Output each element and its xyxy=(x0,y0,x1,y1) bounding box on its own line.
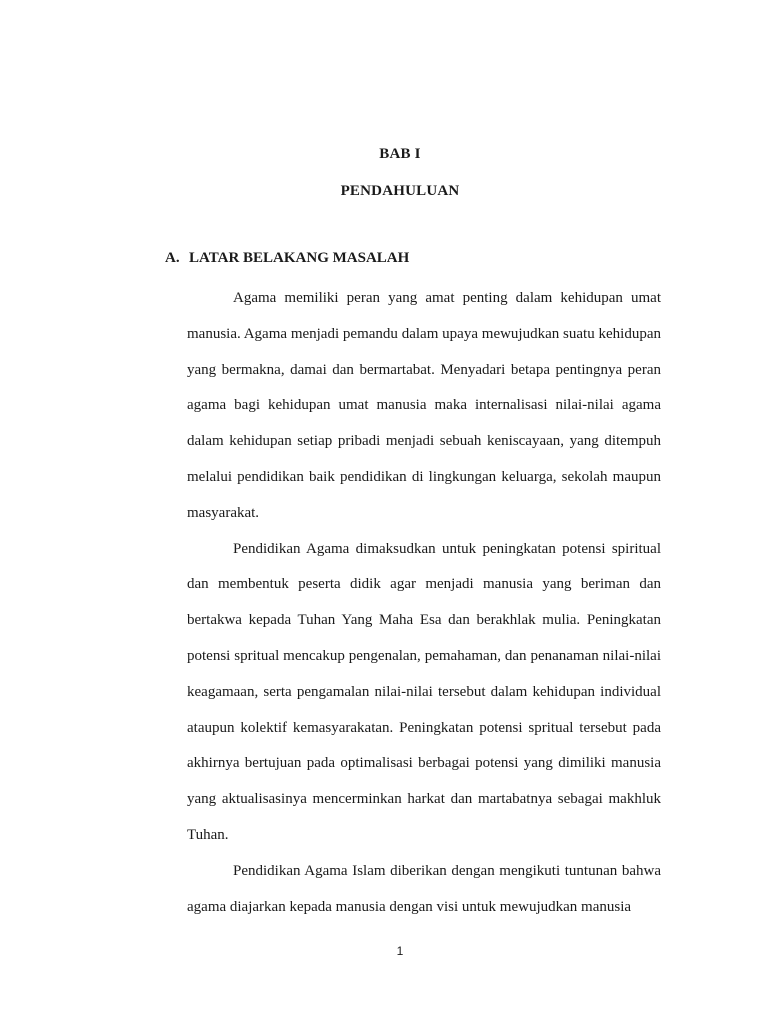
paragraph: Pendidikan Agama dimaksudkan untuk peningkatan potensi spiritual dan membentuk peserta didik agar menjadi manusia yang beriman dan bertakwa kepada Tuhan Yang Maha Esa dan berakhlak mulia. Peningkatan potensi spritual mencakup pengenalan, pemahaman, dan penanaman nilai-nilai keagamaan, serta pengamalan nilai-nilai tersebut dalam kehidupan individual ataupun kolektif kemasyarakatan. Peningkatan potensi spritual tersebut pada akhirnya bertujuan pada optimalisasi berbagai potensi yang dimiliki manusia yang aktualisasinya mencerminkan harkat dan martabatnya sebagai makhluk Tuhan. xyxy=(187,540,661,843)
chapter-number: BAB I xyxy=(379,146,421,162)
paragraph: Pendidikan Agama Islam diberikan dengan mengikuti tuntunan bahwa agama diajarkan kepada manusia dengan visi untuk mewujudkan manusia xyxy=(187,862,661,915)
body-text xyxy=(187,281,661,925)
section-letter: A. xyxy=(165,250,180,266)
paragraph: Agama memiliki peran yang amat penting dalam kehidupan umat manusia. Agama menjadi pemandu dalam upaya mewujudkan suatu kehidupan yang bermakna, damai dan bermartabat. Menyadari betapa pentingnya peran agama bagi kehidupan umat manusia maka internalisasi nilai-nilai agama dalam kehidupan setiap pribadi menjadi sebuah keniscayaan, yang ditempuh melalui pendidikan baik pendidikan di lingkungan keluarga, sekolah maupun masyarakat. xyxy=(187,290,661,521)
page-number: 1 xyxy=(396,944,404,958)
section-heading xyxy=(165,250,409,267)
section-title: LATAR BELAKANG MASALAH xyxy=(189,250,410,266)
chapter-title: PENDAHULUAN xyxy=(340,183,460,199)
